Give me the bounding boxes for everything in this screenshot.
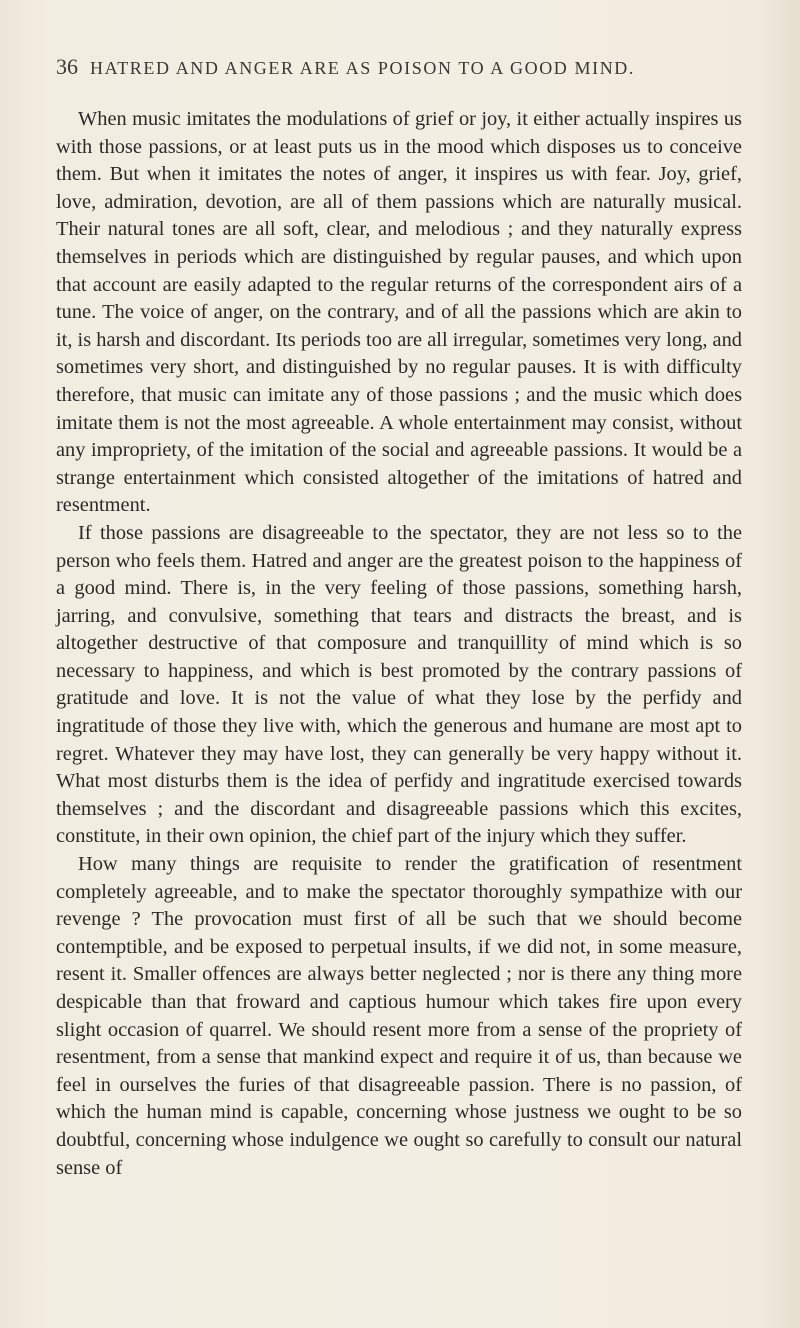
paragraph: How many things are requisite to render the gratification of resentment completely agreeable, and to make the spectator thoroughly sympathize with our revenge ? The provocation must first of all be such that we should become contemptible, and be exposed to perpetual insults, if we did not, in some measure, resent it. Smaller offences are always better neglected ; nor is there any thing more despicable than that froward and captious humour which takes fire upon every slight occasion of quarrel. We should resent more from a sense of the propriety of resentment, from a sense that mankind expect and require it of us, than because we feel in ourselves the furies of that disagreeable passion. There is no passion, of which the human mind is capable, concerning whose justness we ought to be so doubtful, concerning whose indulgence we ought so carefully to consult our natural sense of xyxy=(56,853,742,1179)
paragraph: When music imitates the modulations of grief or joy, it either actually inspires us with those passions, or at least puts us in the mood which disposes us to conceive them. But when it imitates the notes of anger, it inspires us with fear. Joy, grief, love, admiration, devotion, are all of them passions which are naturally musical. Their natural tones are all soft, clear, and melodious ; and they naturally express themselves in periods which are distinguished by regular pauses, and which upon that account are easily adapted to the regular returns of the correspondent airs of a tune. The voice of anger, on the contrary, and of all the passions which are akin to it, is harsh and discordant. Its periods too are all irregular, sometimes very long, and sometimes very short, and distinguished by no regular pauses. It is with difficulty therefore, that music can imitate any of those passions ; and the music which does imitate them is not the most agreeable. A whole entertainment may consist, without any impropriety, of the imitation of the social and agreeable passions. It would be a strange entertainment which consisted altogether of the imitations of hatred and resentment. xyxy=(56,108,742,517)
running-head xyxy=(56,54,742,84)
page-number: 36 xyxy=(56,54,78,79)
paragraph: If those passions are disagreeable to the spectator, they are not less so to the person who feels them. Hatred and anger are the greatest poison to the happiness of a good mind. There is, in the very feeling of those passions, something harsh, jarring, and convulsive, something that tears and distracts the breast, and is altogether destructive of that composure and tranquillity of mind which is so necessary to happiness, and which is best promoted by the contrary passions of gratitude and love. It is not the value of what they lose by the perfidy and ingratitude of those they live with, which the generous and humane are most apt to regret. Whatever they may have lost, they can generally be very happy without it. What most disturbs them is the idea of perfidy and ingratitude exercised towards themselves ; and the discordant and disagreeable passions which this excites, constitute, in their own opinion, the chief part of the injury which they suffer. xyxy=(56,521,742,848)
page-title: HATRED AND ANGER ARE AS POISON TO A GOOD MIND. xyxy=(90,58,635,78)
body-text xyxy=(56,106,742,1182)
